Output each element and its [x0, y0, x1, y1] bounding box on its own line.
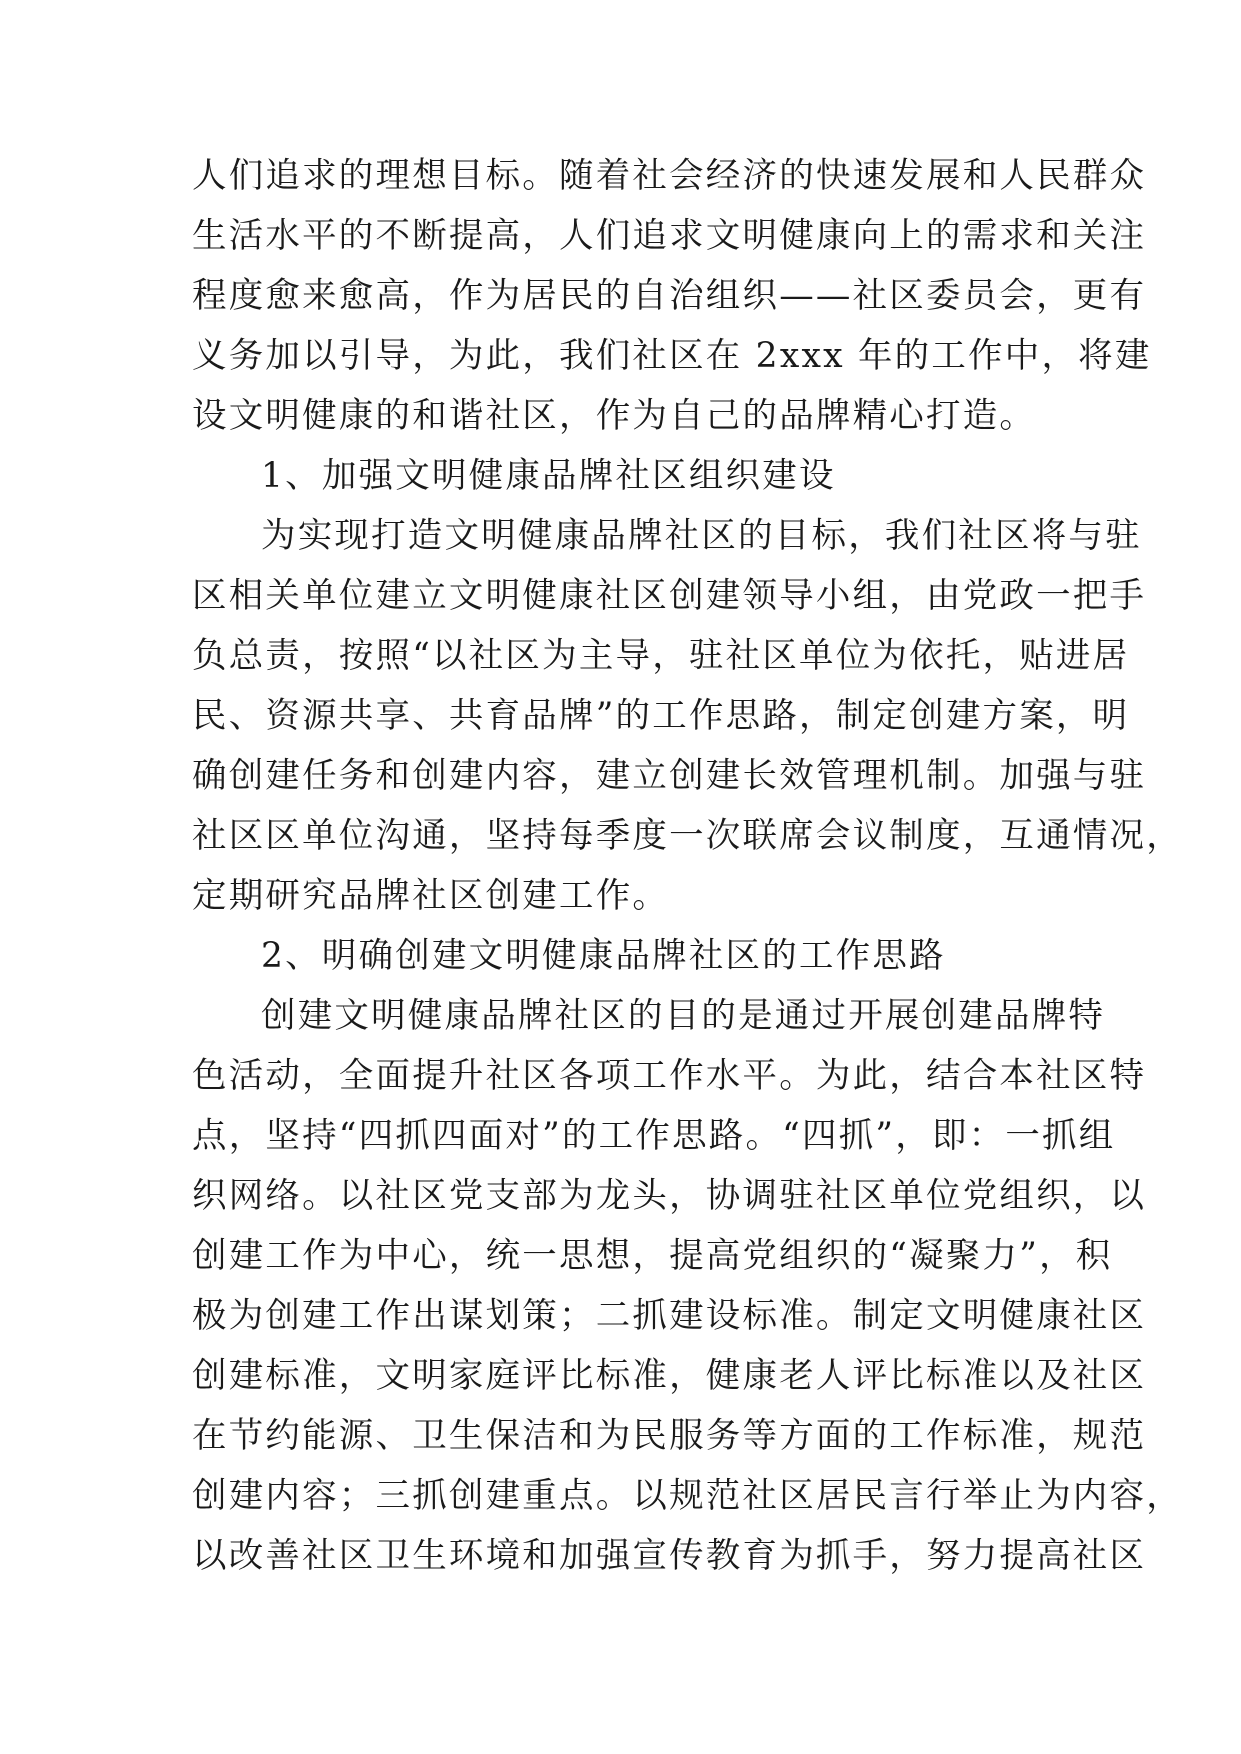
text-line: 社区区单位沟通，坚持每季度一次联席会议制度，互通情况， — [192, 816, 1183, 856]
text-line: 为实现打造文明健康品牌社区的目标，我们社区将与驻 — [261, 516, 1142, 556]
text-line: 人们追求的理想目标。随着社会经济的快速发展和人民群众 — [192, 156, 1147, 196]
text-line: 以改善社区卫生环境和加强宣传教育为抓手，努力提高社区 — [192, 1536, 1147, 1576]
text-line: 民、资源共享、共育品牌”的工作思路，制定创建方案，明 — [192, 696, 1130, 736]
text-line: 点，坚持“四抓四面对”的工作思路。“四抓”，即：一抓组 — [192, 1116, 1116, 1156]
text-line: 创建工作为中心，统一思想，提高党组织的“凝聚力”，积 — [192, 1236, 1113, 1276]
text-line: 2、明确创建文明健康品牌社区的工作思路 — [261, 936, 946, 976]
text-line: 织网络。以社区党支部为龙头，协调驻社区单位党组织，以 — [192, 1176, 1147, 1216]
text-line: 义务加以引导，为此，我们社区在 2xxx 年的工作中，将建 — [192, 336, 1152, 376]
text-line: 区相关单位建立文明健康社区创建领导小组，由党政一把手 — [192, 576, 1147, 616]
text-line: 色活动，全面提升社区各项工作水平。为此，结合本社区特 — [192, 1056, 1147, 1096]
document-body — [192, 146, 1183, 1586]
text-line: 创建标准，文明家庭评比标准，健康老人评比标准以及社区 — [192, 1356, 1147, 1396]
text-line: 设文明健康的和谐社区，作为自己的品牌精心打造。 — [192, 396, 1037, 436]
text-line: 创建文明健康品牌社区的目的是通过开展创建品牌特 — [261, 996, 1106, 1036]
text-line: 负总责，按照“以社区为主导，驻社区单位为依托，贴进居 — [192, 636, 1130, 676]
text-line: 1、加强文明健康品牌社区组织建设 — [261, 456, 836, 496]
text-line: 在节约能源、卫生保洁和为民服务等方面的工作标准，规范 — [192, 1416, 1147, 1456]
text-line: 程度愈来愈高，作为居民的自治组织——社区委员会，更有 — [192, 276, 1147, 316]
text-line: 确创建任务和创建内容，建立创建长效管理机制。加强与驻 — [192, 756, 1147, 796]
text-line: 创建内容；三抓创建重点。以规范社区居民言行举止为内容， — [192, 1476, 1183, 1516]
text-line: 生活水平的不断提高，人们追求文明健康向上的需求和关注 — [192, 216, 1147, 256]
text-line: 定期研究品牌社区创建工作。 — [192, 876, 670, 916]
text-line: 极为创建工作出谋划策；二抓建设标准。制定文明健康社区 — [192, 1296, 1147, 1336]
